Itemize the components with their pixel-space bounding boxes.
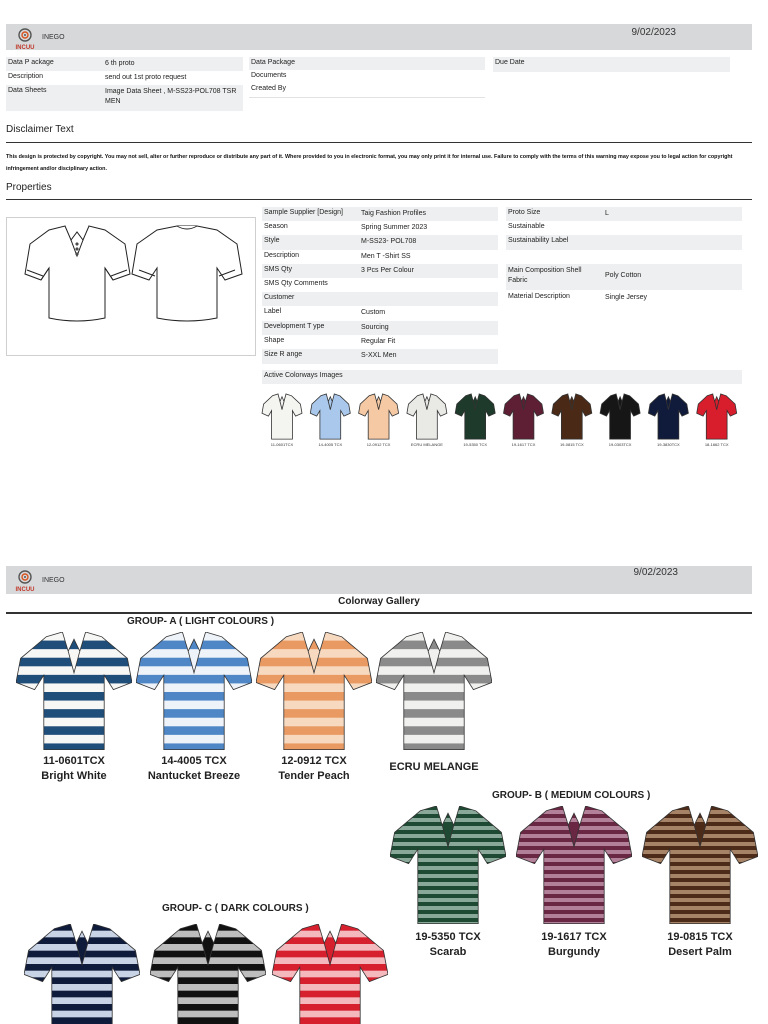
gallery-shirt: [642, 806, 758, 926]
table-row: [6, 57, 243, 71]
garment-sketch: [6, 217, 256, 356]
colorway-name: Scarab: [429, 946, 467, 958]
field-label: SMS Qty: [264, 266, 293, 273]
colorway-code: 14-4005 TCX: [318, 442, 343, 447]
field-label: Shape: [264, 337, 285, 344]
colorways-header: [262, 370, 742, 384]
shirt-drawing: [376, 632, 492, 752]
table-row: [6, 85, 243, 111]
field-value: Sourcing: [361, 324, 389, 331]
colorway-code: 12-0912 TCX: [366, 442, 391, 447]
colorway-thumbnail: [310, 394, 350, 439]
table-row: [262, 370, 742, 384]
shirt-drawing: [136, 632, 252, 752]
field-label: Data P ackage: [8, 59, 54, 66]
field-value: Men T -Shirt SS: [361, 253, 411, 260]
field-label: Season: [264, 223, 288, 230]
gallery-shirt: [272, 924, 388, 1024]
colorway-code: ECRU MELANGE: [410, 442, 443, 447]
colorway-code: 19-0815 TCX: [559, 442, 584, 447]
field-value: 6 th proto: [105, 60, 135, 67]
group-b-title: GROUP- B ( MEDIUM COLOURS ): [492, 790, 651, 801]
table-row: [262, 321, 498, 335]
field-value: send out 1st proto request: [105, 74, 187, 81]
colorway-caption: [388, 930, 508, 960]
shirt-drawing: [24, 924, 140, 1024]
shirt-drawing: [16, 632, 132, 752]
gallery-shirt: [390, 806, 506, 926]
colorway-name: Tender Peach: [278, 770, 350, 782]
colorway-thumbnail: [262, 394, 302, 439]
colorway-caption: [254, 754, 374, 784]
shirt-drawing: [390, 806, 506, 926]
colorway-caption: [514, 930, 634, 960]
table-row: [506, 207, 742, 221]
field-label: Customer: [264, 294, 295, 301]
colorway-name: Desert Palm: [668, 946, 732, 958]
data-package-table: [6, 57, 243, 112]
svg-text:INCUU: INCUU: [15, 587, 35, 593]
field-value: Poly Cotton: [605, 272, 642, 279]
colorway-code: 19-1617 TCX: [511, 442, 536, 447]
colorway-thumbnail: [455, 394, 495, 439]
disclaimer-text: This design is protected by copyright. You may not sell, alter or further reproduce or distribute any part of it. Where provided to you in electronic format, you may only print it for internal use. Failure to comply with the terms of this warning may expose you to legal action for copyright infringement and/or disciplinary action.: [6, 154, 733, 172]
field-label: Description: [8, 73, 44, 80]
table-row: [262, 221, 498, 235]
page-header: [6, 24, 752, 50]
field-label: Style: [264, 237, 280, 244]
field-label: Sustainability Label: [508, 237, 569, 244]
colorway-code: 11-0601TCX: [270, 442, 294, 447]
table-row: [506, 221, 742, 235]
gallery-shirt: [150, 924, 266, 1024]
colorway-thumbnail: [600, 394, 640, 439]
field-label: Sample Supplier [Design]: [264, 209, 343, 216]
colorway-code: 19-0303TCX: [608, 442, 632, 447]
colorway-caption: [134, 754, 254, 784]
field-label: Material Description: [508, 293, 570, 300]
colorway-code: 14-4005 TCX: [161, 755, 227, 767]
properties-title: Properties: [6, 182, 52, 193]
colorway-thumbnail: [504, 394, 544, 439]
field-label: Development T ype: [264, 323, 325, 330]
table-row: [249, 70, 485, 83]
gallery-title: Colorway Gallery: [338, 596, 420, 607]
colorway-code: 19-1617 TCX: [541, 931, 607, 943]
colorway-caption: [374, 760, 494, 775]
field-label: Description: [264, 252, 300, 259]
company-logo: [12, 569, 38, 593]
colorway-code: 18-1662 TCX: [704, 442, 729, 447]
table-row: [506, 264, 742, 290]
colorway-caption: [640, 930, 760, 960]
group-c-title: GROUP- C ( DARK COLOURS ): [162, 903, 309, 914]
colorway-name: Bright White: [41, 770, 107, 782]
colorway-name: Nantucket Breeze: [147, 770, 241, 782]
section-divider: [6, 199, 752, 200]
colorways-label: Active Colorways Images: [264, 372, 343, 379]
gallery-shirt: [516, 806, 632, 926]
gallery-shirt: [136, 632, 252, 752]
table-row: [262, 306, 498, 321]
gallery-shirt: [16, 632, 132, 752]
field-value: S-XXL Men: [361, 352, 397, 359]
field-label: Data Package: [251, 59, 295, 66]
colorway-thumbnail: [359, 394, 399, 439]
table-row: [249, 57, 485, 70]
shirt-drawing: [150, 924, 266, 1024]
field-label: Sustainable: [508, 223, 545, 230]
colorway-thumbnails: [258, 392, 748, 442]
field-label: Created By: [251, 85, 287, 92]
field-value: Taig Fashion Profiles: [361, 210, 426, 217]
company-logo: [12, 27, 38, 51]
section-divider: [6, 142, 752, 143]
colorway-code: ECRU MELANGE: [389, 761, 479, 773]
colorway-thumbnail: [552, 394, 592, 439]
colorway-thumbnail: [407, 394, 447, 439]
field-value: Regular Fit: [361, 338, 396, 345]
table-row: [262, 250, 498, 264]
shirt-drawing: [516, 806, 632, 926]
group-a-title: GROUP- A ( LIGHT COLOURS ): [127, 616, 275, 627]
field-value: Spring Summer 2023: [361, 224, 428, 231]
data-sheets-link[interactable]: Image Data Sheet , M-SS23-POL708 TSR MEN: [105, 88, 237, 105]
table-row: [6, 71, 243, 85]
table-row: [249, 83, 485, 98]
field-label: Size R ange: [264, 351, 303, 358]
field-value: Single Jersey: [605, 294, 648, 301]
section-divider: [6, 612, 752, 614]
gallery-shirt: [256, 632, 372, 752]
colorway-name: Burgundy: [548, 946, 600, 958]
gallery-shirt: [376, 632, 492, 752]
table-row: [262, 278, 498, 292]
table-row: [262, 264, 498, 278]
table-row: [506, 235, 742, 250]
gallery-shirt: [24, 924, 140, 1024]
properties-left-table: [262, 207, 498, 365]
colorway-thumbnail: [648, 394, 688, 439]
due-date-table: [493, 57, 730, 72]
colorway-code: 19-3830TCX: [657, 442, 680, 447]
table-row: [262, 349, 498, 364]
header-date: 9/02/2023: [633, 567, 678, 578]
field-label: Proto Size: [508, 209, 541, 216]
field-label: Label: [264, 308, 282, 315]
colorway-code: 19-5350 TCX: [415, 931, 481, 943]
table-row: [262, 207, 498, 221]
disclaimer-title: Disclaimer Text: [6, 124, 74, 135]
field-label: Main Composition Shell Fabric: [508, 267, 582, 284]
table-row: [262, 335, 498, 349]
shirt-drawing: [256, 632, 372, 752]
field-label: SMS Qty Comments: [264, 280, 328, 287]
properties-right-table: [506, 207, 742, 307]
field-value: L: [605, 210, 609, 217]
table-row: [262, 235, 498, 250]
table-row: [262, 292, 498, 306]
colorway-code: 19-5350 TCX: [463, 442, 488, 447]
data-package-mid-table: [249, 57, 485, 99]
page2-header: [6, 566, 752, 594]
colorway-code: 11-0601TCX: [43, 755, 105, 767]
svg-text:INCUU: INCUU: [15, 45, 35, 51]
shirt-drawing: [642, 806, 758, 926]
brand-name: INEGO: [42, 34, 65, 41]
table-row: [493, 57, 730, 72]
field-label: Data Sheets: [8, 87, 47, 94]
table-row: [506, 291, 742, 305]
field-label: Due Date: [495, 59, 525, 66]
field-value: M-SS23- POL708: [361, 238, 417, 245]
colorway-thumbnail: [697, 394, 737, 439]
field-value: Custom: [361, 309, 386, 316]
colorway-code: 12-0912 TCX: [281, 755, 347, 767]
field-value: 3 Pcs Per Colour: [361, 267, 414, 274]
field-label: Documents: [251, 72, 287, 79]
colorway-caption: [14, 754, 134, 784]
header-date: 9/02/2023: [631, 27, 676, 38]
brand-name: INEGO: [42, 577, 65, 584]
shirt-drawing: [272, 924, 388, 1024]
colorway-code: 19-0815 TCX: [667, 931, 733, 943]
polo-sketch-image: [7, 218, 255, 355]
